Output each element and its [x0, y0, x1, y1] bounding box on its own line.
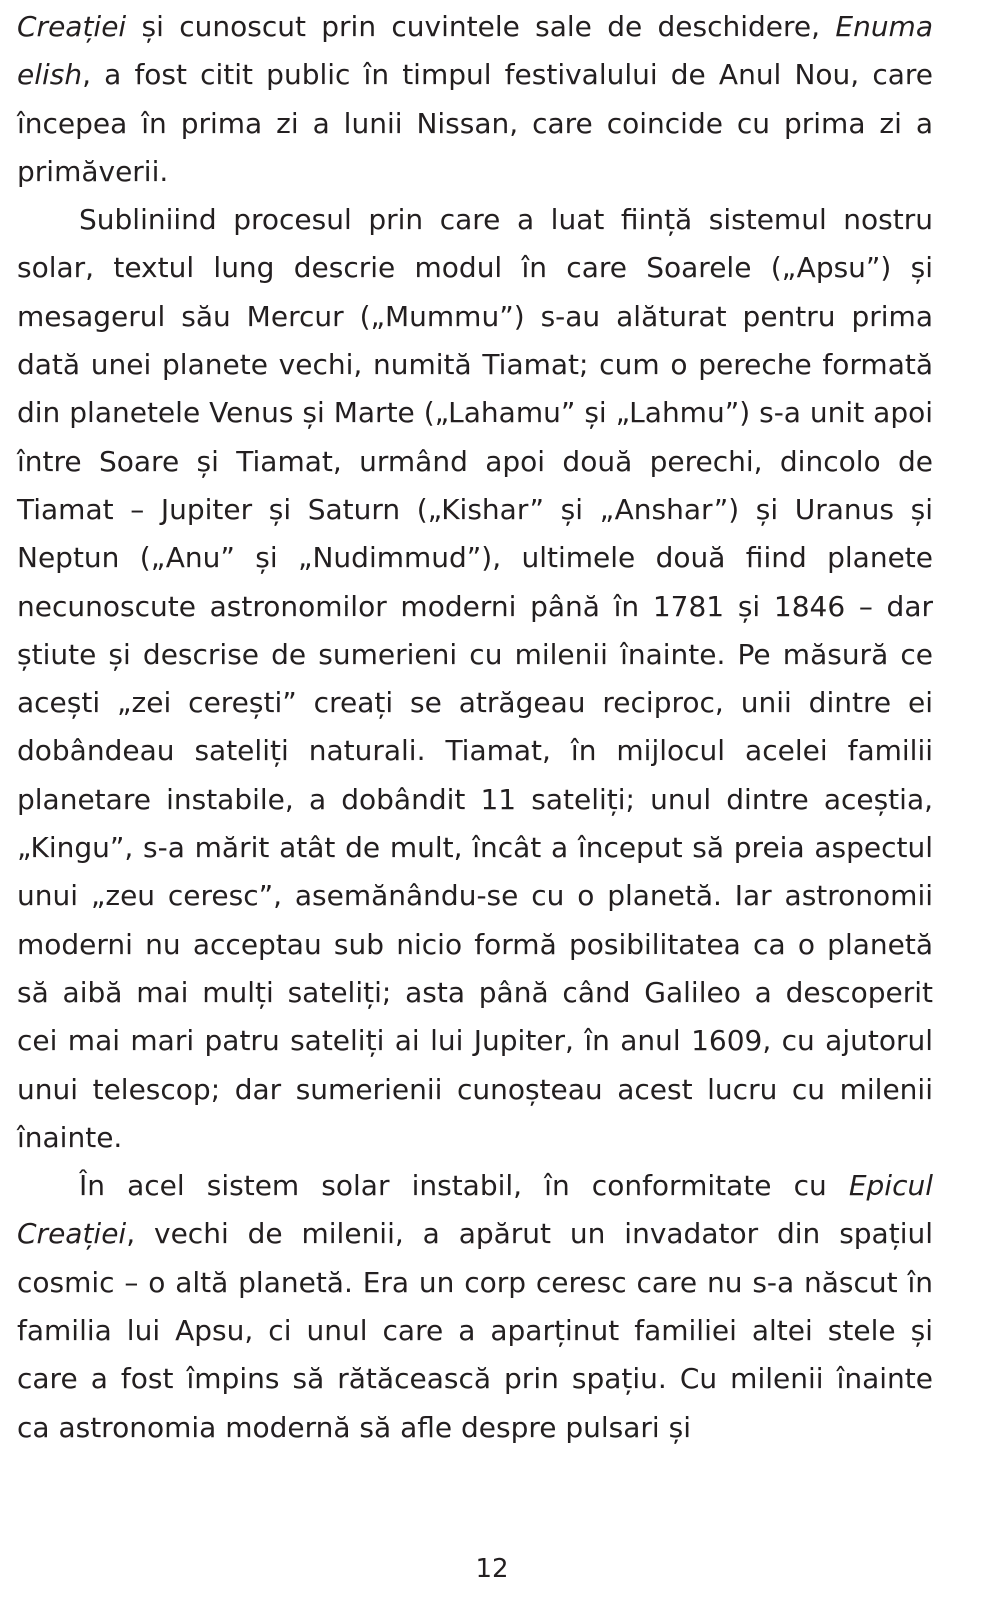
- paragraph-3-text-a: În acel sistem solar instabil, în conformitate cu: [79, 1169, 849, 1203]
- italic-title-epicul-creatiei: Epicul Creației: [17, 1169, 933, 1251]
- paragraph-3: [17, 1162, 933, 1452]
- page-number: 12: [475, 1554, 509, 1584]
- paragraph-2-text: Subliniind procesul prin care a luat ființă sistemul nostru solar, textul lung descrie modul în care Soarele („Apsu”) și mesagerul său Mercur („Mummu”) s-au alăturat pentru prima dată unei planete vechi, numită Tiamat; cum o pereche formată din planetele Venus și Marte („Lahamu” și „Lahmu”) s-a unit apoi între Soare și Tiamat, urmând apoi două perechi, dincolo de Tiamat – Jupiter și Saturn („Kishar” și „Anshar”) și Uranus și Neptun („Anu” și „Nudimmud”), ultimele două fiind planete necunoscute astronomilor moderni până în 1781 și 1846 – dar știute și descrise de sumerieni cu milenii înainte. Pe măsură ce acești „zei cerești” creați se atrăgeau reciproc, unii dintre ei dobândeau sateliți naturali. Tiamat, în mijlocul acelei familii planetare instabile, a dobândit 11 sateliți; unul dintre aceștia, „Kingu”, s-a mărit atât de mult, încât a început să preia aspectul unui „zeu ceresc”, asemănându-se cu o planetă. Iar astronomii moderni nu acceptau sub nicio formă posibilitatea ca o planetă să aibă mai mulți sateliți; asta până când Galileo a descoperit cei mai mari patru sateliți ai lui Jupiter, în anul 1609, cu ajutorul unui telescop; dar sumerienii cunoșteau acest lucru cu milenii înainte.: [17, 203, 933, 1154]
- italic-title-fragment: Creației: [17, 10, 127, 43]
- paragraph-1: [17, 3, 933, 196]
- paragraph-2: [17, 196, 933, 1162]
- paragraph-1-text-b: , a fost citit public în timpul festivalului de Anul Nou, care începea în prima zi a lunii Nissan, care coincide cu prima zi a primăverii.: [17, 58, 933, 188]
- paragraph-3-text-b: , vechi de milenii, a apărut un invadator din spațiul cosmic – o altă planetă. Era un corp ceresc care nu s-a născut în familia lui Apsu, ci unul care a aparținut familiei altei stele și care a fost împins să rătăcească prin spațiu. Cu milenii înainte ca astronomia modernă să afle despre pulsari și: [17, 1217, 933, 1444]
- italic-title-enuma-elish: Enuma elish: [17, 10, 933, 92]
- paragraph-1-text-a: și cunoscut prin cuvintele sale de deschidere,: [126, 10, 836, 43]
- page-body: [17, 0, 933, 1452]
